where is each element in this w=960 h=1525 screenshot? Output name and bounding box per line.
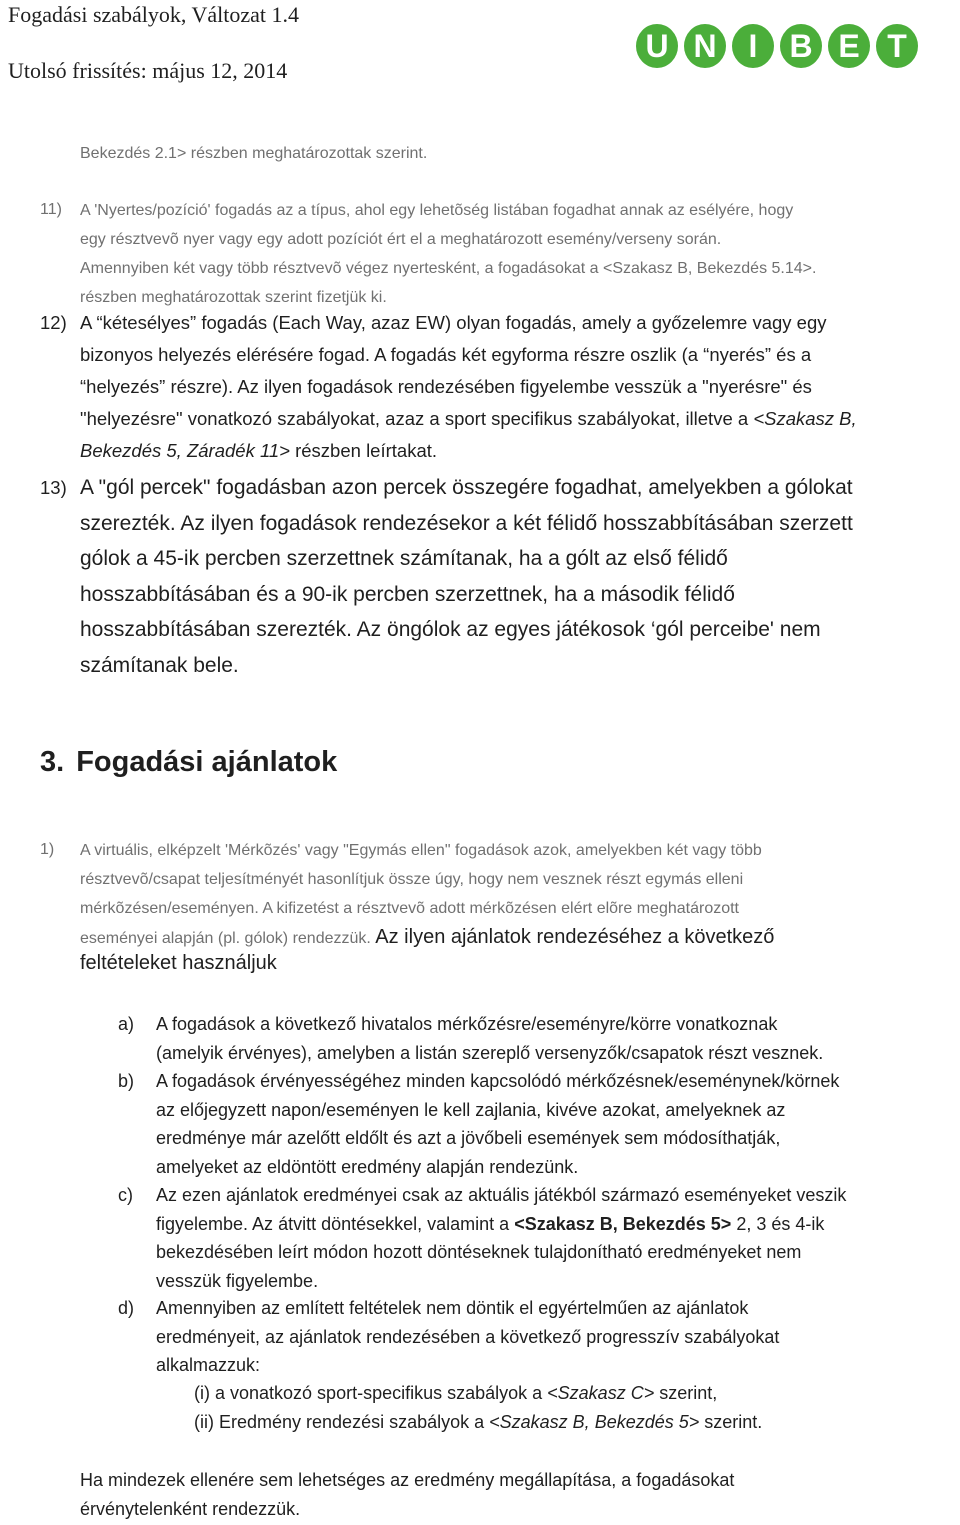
section-3-heading	[40, 746, 337, 779]
item-13-number: 13)	[40, 477, 67, 498]
closing-paragraph	[80, 1466, 734, 1523]
item-11-line: részben meghatározottak szerint fizetjük ki.	[80, 289, 387, 306]
item-13-line: hosszabbításában és a 90-ik percben szerzettnek, ha a második félidő	[80, 582, 735, 606]
item-13-text	[80, 470, 853, 683]
item-12-line: A “kétesélyes” fogadás (Each Way, azaz EW) olyan fogadás, amely a győzelemre vagy egy	[80, 312, 827, 333]
condition-marker: c)	[118, 1185, 133, 1205]
item-13-line: számítanak bele.	[80, 653, 239, 677]
item-13-line: gólok a 45-ik percben szerzettnek számítanak, ha a gólt az első félidő	[80, 547, 728, 570]
condition-line: eredményeit, az ajánlatok rendezésében a következő progresszív szabályokat	[156, 1326, 780, 1347]
item-11-line: Amennyiben két vagy több résztvevõ végez nyertesként, a fogadásokat a <Szakasz B, Bekezdés 5.14>.	[80, 260, 817, 277]
condition-line: vesszük figyelembe.	[156, 1270, 319, 1291]
item-11-line: A 'Nyertes/pozíció' fogadás az a típus, ahol egy lehetõség listában fogadhat annak az esélyére, hogy	[80, 202, 794, 219]
condition-line: alkalmazzuk:	[156, 1355, 261, 1375]
item-11-number: 11)	[40, 201, 62, 218]
sub-rule-ii: (ii) Eredmény rendezési szabályok a <Szakasz B, Bekezdés 5> szerint.	[194, 1412, 763, 1432]
condition-line: A fogadások a következő hivatalos mérkőzésre/eseményre/körre vonatkoznak	[156, 1014, 778, 1034]
logo-letter: B	[780, 24, 822, 68]
section-number: 3.	[40, 746, 65, 778]
section-title: Fogadási ajánlatok	[76, 746, 338, 778]
condition-b	[118, 1067, 960, 1181]
condition-line: figyelembe. Az átvitt döntésekkel, valamint a <Szakasz B, Bekezdés 5> 2, 3 és 4-ik	[156, 1213, 825, 1234]
logo-letter: I	[732, 24, 774, 68]
item-13-line: szerezték. Az ilyen fogadások rendezésekor a két félidő hosszabbításában szerzett	[80, 511, 853, 535]
sec3-item-1-line: résztvevõ/csapat teljesítményét hasonlítjuk össze úgy, hogy nem vesznek részt egymás elleni	[80, 871, 744, 888]
condition-marker: b)	[118, 1071, 135, 1091]
condition-line: (amelyik érvényes), amelyben a listán szereplő versenyzők/csapatok részt vesznek.	[156, 1042, 824, 1063]
sec3-item-1-line: feltételeket használjuk	[80, 952, 277, 974]
sec3-item-1-line: mérkõzésen/eseményen. A kifizetést a résztvevõ adott mérkõzésen elért elõre meghatározott	[80, 900, 739, 917]
item-12-line: bizonyos helyezés elérésére fogad. A fogadás két egyforma részre oszlik (a “nyerés” és a	[80, 344, 812, 365]
condition-line: eredménye már azelőtt eldőlt és azt a jövőbeli események sem módosíthatják,	[156, 1128, 781, 1148]
condition-marker: a)	[118, 1014, 135, 1034]
document-title: Fogadási szabályok, Változat 1.4	[8, 2, 300, 27]
logo-letter: T	[876, 24, 918, 68]
item-12-line: "helyezésre" vonatkozó szabályokat, azaz a sport specifikus szabályokat, illetve a <Szakasz B,	[80, 408, 857, 429]
item-12-number: 12)	[40, 312, 67, 333]
sec3-item-1-line: eseményei alapján (pl. gólok) rendezzük. Az ilyen ajánlatok rendezéséhez a következő	[80, 926, 775, 948]
logo-letter: N	[684, 24, 726, 68]
unibet-logo	[636, 24, 924, 68]
condition-line: amelyeket az eldöntött eredmény alapján rendezünk.	[156, 1156, 579, 1177]
item-12-line: “helyezés” részre). Az ilyen fogadások rendezésében figyelembe vesszük a "nyerésre" és	[80, 376, 812, 397]
sub-rule-i: (i) a vonatkozó sport-specifikus szabályok a <Szakasz C> szerint,	[194, 1383, 718, 1403]
sec3-item-1-line: A virtuális, elképzelt 'Mérkõzés' vagy "Egymás ellen" fogadások azok, amelyekben két vagy több	[80, 842, 762, 859]
item-12-text	[80, 307, 857, 467]
item-13-line: A "gól percek" fogadásban azon percek összegére fogadhat, amelyekben a gólokat	[80, 476, 853, 499]
condition-d	[118, 1294, 960, 1380]
condition-line: Amennyiben az említett feltételek nem döntik el egyértelműen az ajánlatok	[156, 1298, 749, 1318]
item-11-text	[80, 196, 816, 312]
condition-a	[118, 1010, 960, 1067]
condition-marker: d)	[118, 1298, 135, 1318]
condition-line: A fogadások érvényességéhez minden kapcsolódó mérkőzésnek/eseménynek/körnek	[156, 1071, 840, 1091]
condition-line: Az ezen ajánlatok eredményei csak az aktuális játékból származó eseményeket veszik	[156, 1185, 847, 1205]
intro-line: Bekezdés 2.1> részben meghatározottak szerint.	[80, 145, 428, 162]
item-11-line: egy résztvevõ nyer vagy egy adott pozíciót ért el a meghatározott esemény/verseny során.	[80, 231, 722, 248]
logo-letter: U	[636, 24, 678, 68]
closing-line: érvénytelenként rendezzük.	[80, 1498, 301, 1519]
sec3-item-1-text	[80, 836, 774, 953]
item-13-line: hosszabbításában szerezték. Az öngólok az egyes játékosok ‘gól perceibe' nem	[80, 618, 821, 641]
closing-line: Ha mindezek ellenére sem lehetséges az eredmény megállapítása, a fogadásokat	[80, 1470, 735, 1490]
condition-c	[118, 1181, 960, 1295]
condition-line: az előjegyzett napon/eseményen le kell zajlania, kivéve azokat, amelyeknek az	[156, 1099, 786, 1120]
condition-line: bekezdésében leírt módon hozott döntéseknek tulajdonítható eredményeket nem	[156, 1242, 802, 1262]
item-12-line: Bekezdés 5, Záradék 11> részben leírtakat.	[80, 440, 438, 461]
sec3-item-1-number: 1)	[40, 841, 55, 858]
last-updated: Utolsó frissítés: május 12, 2014	[8, 58, 288, 83]
logo-letter: E	[828, 24, 870, 68]
